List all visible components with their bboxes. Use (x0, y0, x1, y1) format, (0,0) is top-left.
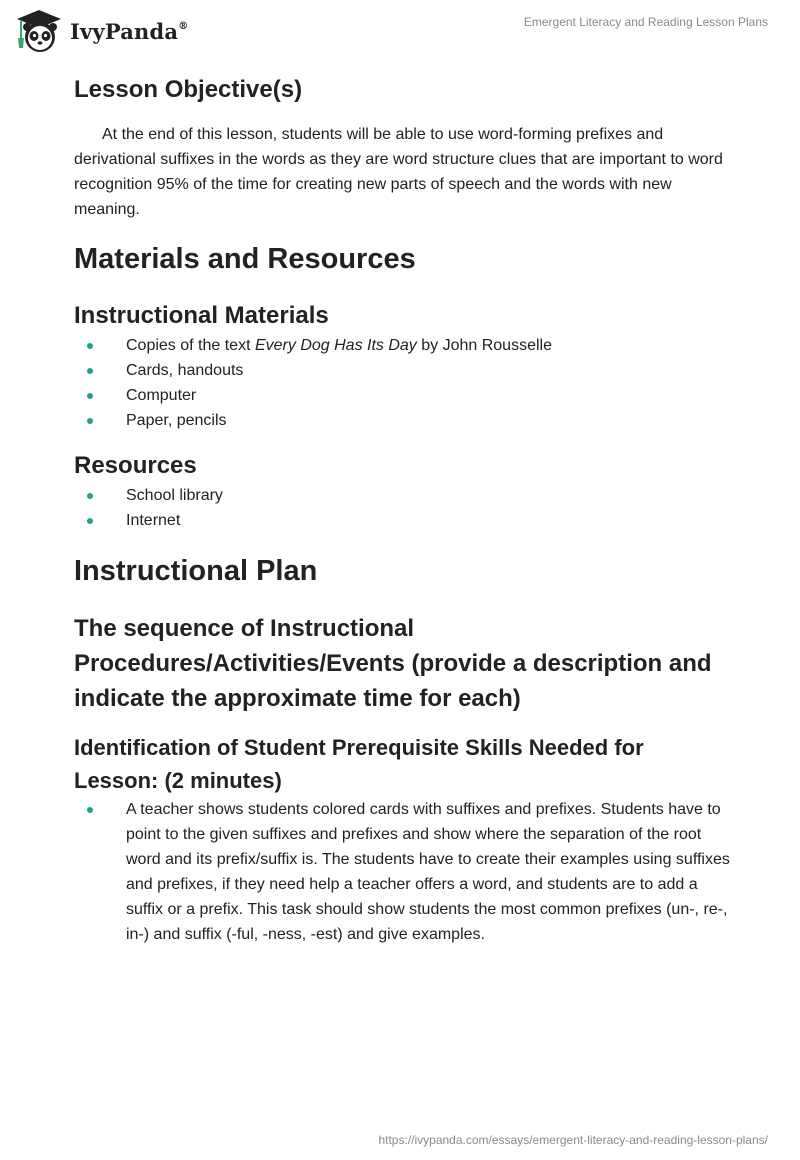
instructional-materials-list (74, 333, 734, 433)
objectives-heading: Lesson Objective(s) (74, 76, 303, 103)
bullet-icon (87, 493, 93, 499)
bullet-icon (87, 368, 93, 374)
list-item: A teacher shows students colored cards with suffixes and prefixes. Students have to point to the given suffixes and prefixes and show where the separation of the root word and its prefix/suffix is. The students have to create their examples using suffixes and prefixes, if they need help a teacher offers a word, and students are to add a suffix or a prefix. This task should show students the most common prefixes (un-, re-, in-) and suffix (-ful, -ness, -est) and give examples. (74, 797, 734, 947)
bullet-icon (87, 393, 93, 399)
bullet-icon (87, 343, 93, 349)
panda-graduation-icon (14, 8, 64, 54)
objectives-paragraph: At the end of this lesson, students will be able to use word-forming prefixes and derivational suffixes in the words as they are word structure clues that are important to word recognition 95% of the time for creating new parts of speech and the words with new meaning. (74, 126, 723, 218)
book-title: Every Dog Has Its Day (254, 337, 417, 354)
brand-name: IvyPanda® (70, 18, 189, 44)
identification-list (74, 797, 734, 947)
list-item: Cards, handouts (74, 358, 734, 383)
bullet-icon (87, 807, 93, 813)
identification-heading: Identification of Student Prerequisite Skills Needed for Lesson: (2 minutes) (74, 735, 644, 793)
page-header (0, 0, 800, 62)
essay-content (74, 70, 734, 947)
bullet-icon (87, 518, 93, 524)
source-url-link[interactable]: https://ivypanda.com/essays/emergent-literacy-and-reading-lesson-plans/ (378, 1133, 768, 1147)
list-item: School library (74, 483, 734, 508)
instructional-materials-heading: Instructional Materials (74, 302, 329, 329)
list-item: Paper, pencils (74, 408, 734, 433)
ivypanda-logo[interactable] (14, 8, 188, 54)
resources-list (74, 483, 734, 533)
document-title: Emergent Literacy and Reading Lesson Plans (523, 15, 768, 29)
sequence-heading: The sequence of Instructional Procedures/Activities/Events (provide a description and indicate the approximate time for each) (74, 615, 712, 712)
instructional-plan-heading: Instructional Plan (74, 555, 318, 587)
list-item: Copies of the text Every Dog Has Its Day by John Rousselle (74, 333, 734, 358)
list-item: Computer (74, 383, 734, 408)
bullet-icon (87, 418, 93, 424)
resources-heading: Resources (74, 452, 197, 479)
list-item: Internet (74, 508, 734, 533)
materials-heading: Materials and Resources (74, 243, 416, 275)
